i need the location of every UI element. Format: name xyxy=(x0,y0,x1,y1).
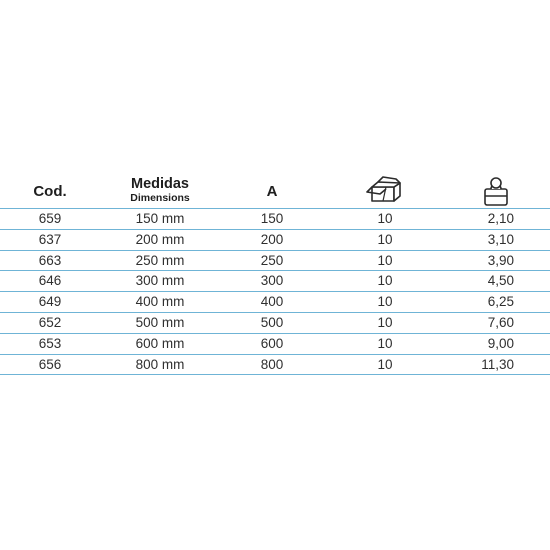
header-measures-es: Medidas xyxy=(130,176,189,192)
row-a: 400 xyxy=(260,294,284,310)
header-code: Cod. xyxy=(33,183,67,200)
row-code: 649 xyxy=(38,294,62,310)
row-measure: 200 mm xyxy=(135,231,185,247)
row-box-qty: 10 xyxy=(377,294,393,310)
table-body xyxy=(0,209,550,375)
header-measures xyxy=(110,176,210,204)
table-row xyxy=(0,271,550,292)
row-price: 7,60 xyxy=(487,314,514,330)
row-box-qty: 10 xyxy=(377,335,393,351)
row-code: 646 xyxy=(38,273,62,289)
row-code: 653 xyxy=(38,335,62,351)
row-code: 637 xyxy=(38,231,62,247)
row-a: 800 xyxy=(260,356,284,372)
row-box-qty: 10 xyxy=(377,273,393,289)
row-box-qty: 10 xyxy=(377,211,393,226)
row-measure: 250 mm xyxy=(135,252,185,268)
row-code: 652 xyxy=(38,314,62,330)
row-measure: 400 mm xyxy=(135,294,185,310)
row-measure: 800 mm xyxy=(135,356,185,372)
row-code: 659 xyxy=(38,211,62,226)
row-a: 500 xyxy=(260,314,284,330)
row-a: 150 xyxy=(260,211,284,226)
row-box-qty: 10 xyxy=(377,356,393,372)
row-measure: 500 mm xyxy=(135,314,185,330)
table-row xyxy=(0,355,550,376)
table-row xyxy=(0,334,550,355)
table-row xyxy=(0,230,550,251)
header-measures-en: Dimensions xyxy=(130,192,190,204)
table-row xyxy=(0,209,550,230)
row-price: 3,10 xyxy=(487,231,514,247)
row-measure: 600 mm xyxy=(135,335,185,351)
row-price: 6,25 xyxy=(487,294,514,310)
row-measure: 150 mm xyxy=(135,211,185,226)
table-row xyxy=(0,251,550,272)
unit-price-icon xyxy=(482,176,510,206)
row-a: 600 xyxy=(260,335,284,351)
row-price: 2,10 xyxy=(487,211,514,226)
row-code: 656 xyxy=(38,356,62,372)
row-measure: 300 mm xyxy=(135,273,185,289)
row-a: 300 xyxy=(260,273,284,289)
product-table xyxy=(0,172,550,375)
row-box-qty: 10 xyxy=(377,231,393,247)
row-price: 9,00 xyxy=(487,335,514,351)
row-a: 250 xyxy=(260,252,284,268)
row-a: 200 xyxy=(260,231,284,247)
row-price: 11,30 xyxy=(481,356,514,372)
table-header xyxy=(0,172,550,209)
header-a: A xyxy=(266,183,278,200)
row-price: 4,50 xyxy=(487,273,514,289)
table-row xyxy=(0,313,550,334)
row-box-qty: 10 xyxy=(377,314,393,330)
row-box-qty: 10 xyxy=(377,252,393,268)
row-code: 663 xyxy=(38,252,62,268)
box-quantity-icon xyxy=(366,176,404,204)
row-price: 3,90 xyxy=(487,252,514,268)
table-row xyxy=(0,292,550,313)
